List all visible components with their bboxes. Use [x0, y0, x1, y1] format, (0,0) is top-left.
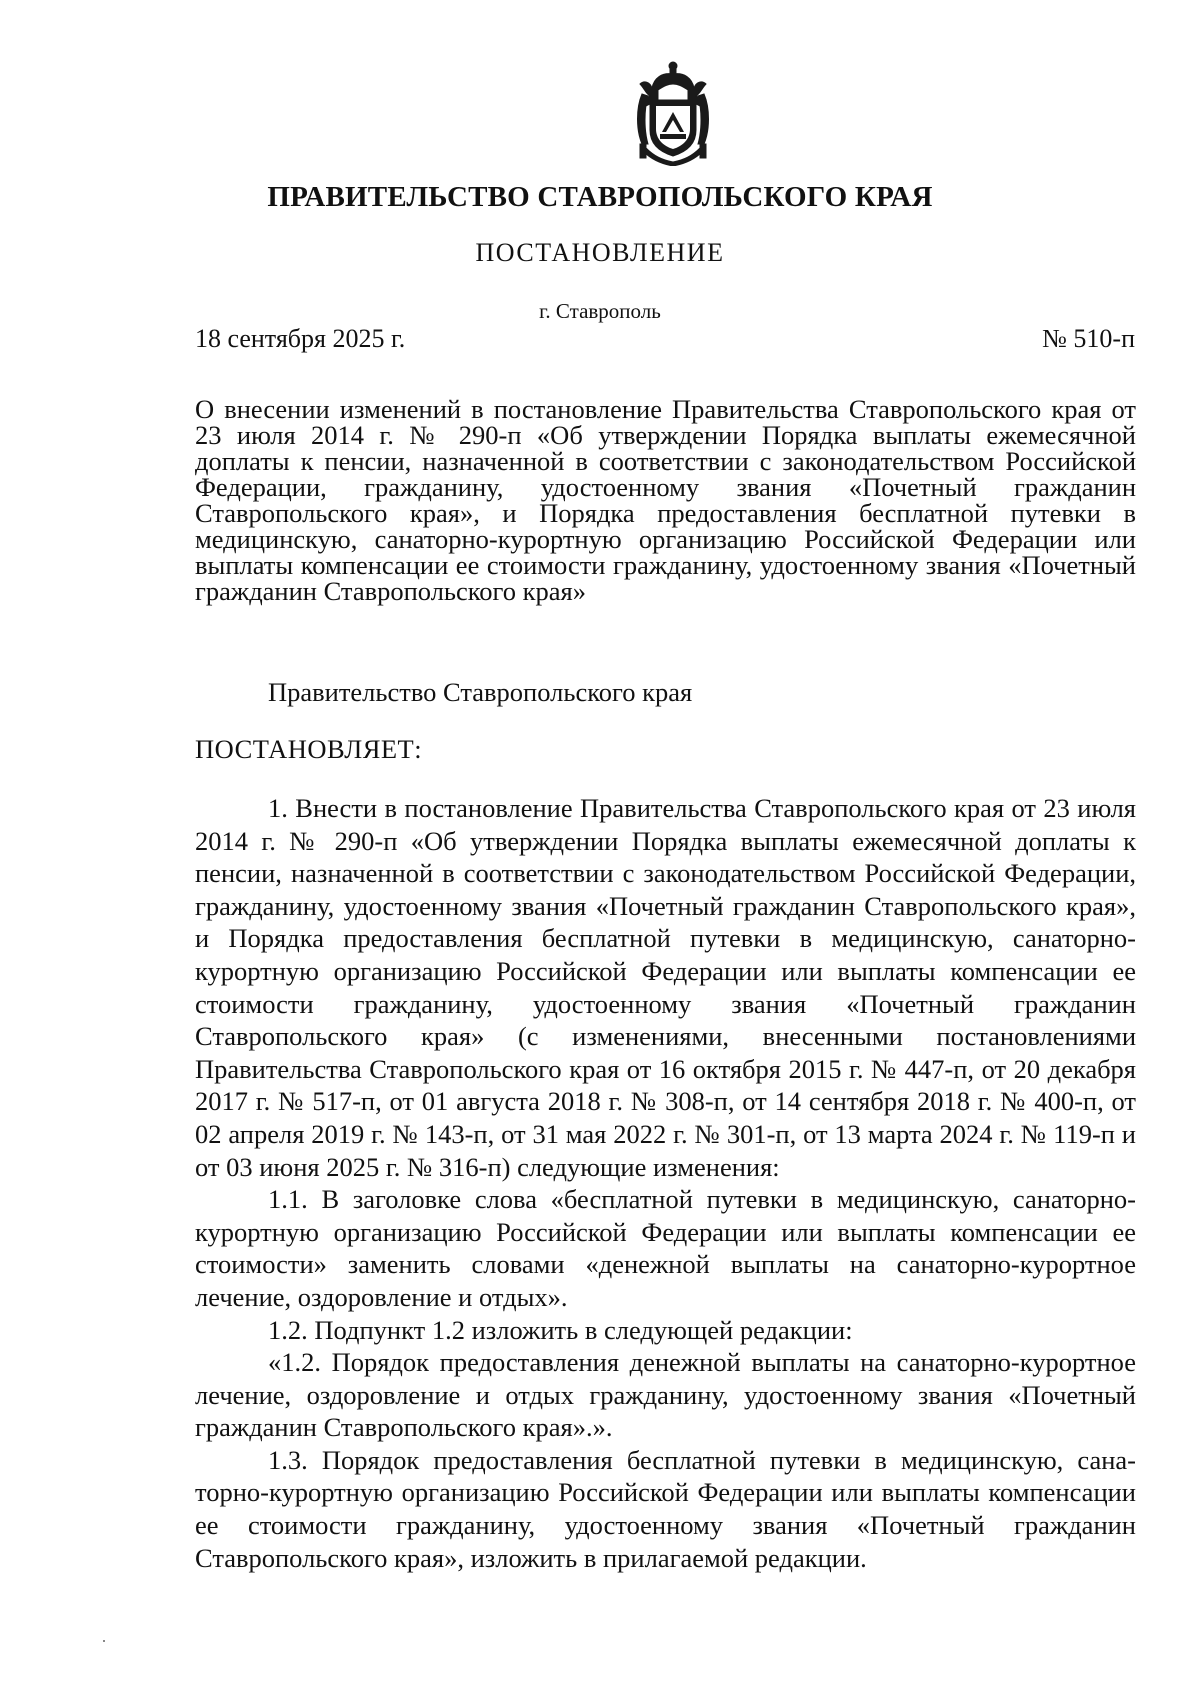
city: г. Ставрополь: [539, 299, 661, 323]
coat-of-arms-icon: [632, 60, 714, 166]
paragraph-1: 1. Внести в постановление Правительства Ставропольского края от 23 июля 2014 г. № 290-п «Об утверждении Порядка выплаты ежемесячной доплаты к пенсии, назначенной в соответствии с законодательством Российской Федерации, гражданину, удостоенному звания «Почетный гражданин Ставропольского края», и Порядка предоставления бесплатной путевки в медицинскую, санаторно-курортную организацию Российской Федерации или выплаты компенсации ее стоимости гражданину, удостоенному звания «Почетный гражданин Ставропольского края» (с изменениями, внесенными постановлениями Правительства Ставропольского края от 16 октября 2015 г. № 447-п, от 20 декабря 2017 г. № 517-п, от 01 августа 2018 г. № 308-п, от 14 сентября 2018 г. № 400-п, от 02 апреля 2019 г. № 143-п, от 31 мая 2022 г. № 301-п, от 13 марта 2024 г. № 119-п и от 03 июня 2025 г. № 316-п) следующие изменения:: [195, 793, 1136, 1182]
document-title: О внесении изменений в постановление Правительства Ставропольского края от 23 июля 2014 г. № 290-п «Об утверждении Порядка выплаты ежемесячной доплаты к пенсии, назначенной в соответствии с законодательством Российской Федерации, гражданину, удостоенному звания «Почетный гражданин Ставропольского края», и Порядка предоставления бесплатной путевки в медицинскую, санаторно-курортную организацию Российской Федерации или выплаты компенсации ее стоимости гражданину, удостоенному звания «Почетный гражданин Ставропольского края»: [195, 394, 1136, 606]
government-title: ПРАВИТЕЛЬСТВО СТАВРОПОЛЬСКОГО КРАЯ: [267, 181, 933, 213]
paragraph-1-2: 1.2. Подпункт 1.2 изложить в следующей редакции:: [268, 1314, 853, 1345]
scan-speck: [103, 1640, 105, 1642]
document-type: ПОСТАНОВЛЕНИЕ: [475, 238, 725, 267]
document-body: [195, 792, 1136, 1574]
paragraph-1-2-quote: «1.2. Порядок предоставления денежной выплаты на санаторно-курортное лечение, оздоровление и отдых гражданину, удостоенному звания «Почетный гражданин Ставропольского края».».: [195, 1347, 1136, 1443]
paragraph-1-1: 1.1. В заголовке слова «бесплатной путевки в медицинскую, санаторно-курортную организацию Российской Федерации или выплаты компенсации ее стоимости» заменить словами «денежной выплаты на санаторно-курортное лечение, оздоровление и отдых».: [195, 1184, 1136, 1312]
document-number: № 510-п: [1042, 324, 1135, 353]
paragraph-1-3: 1.3. Порядок предоставления бесплатной путевки в медицинскую, санаторно-курортную организацию Российской Федерации или выплаты компенсации ее стоимости гражданину, удостоенному звания «Почетный гражданин Ставропольского края», изложить в прилагаемой редакции.: [195, 1444, 1136, 1573]
preamble: Правительство Ставропольского края: [268, 677, 693, 707]
document-date: 18 сентября 2025 г.: [195, 324, 406, 353]
resolves-heading: ПОСТАНОВЛЯЕТ:: [195, 734, 423, 764]
